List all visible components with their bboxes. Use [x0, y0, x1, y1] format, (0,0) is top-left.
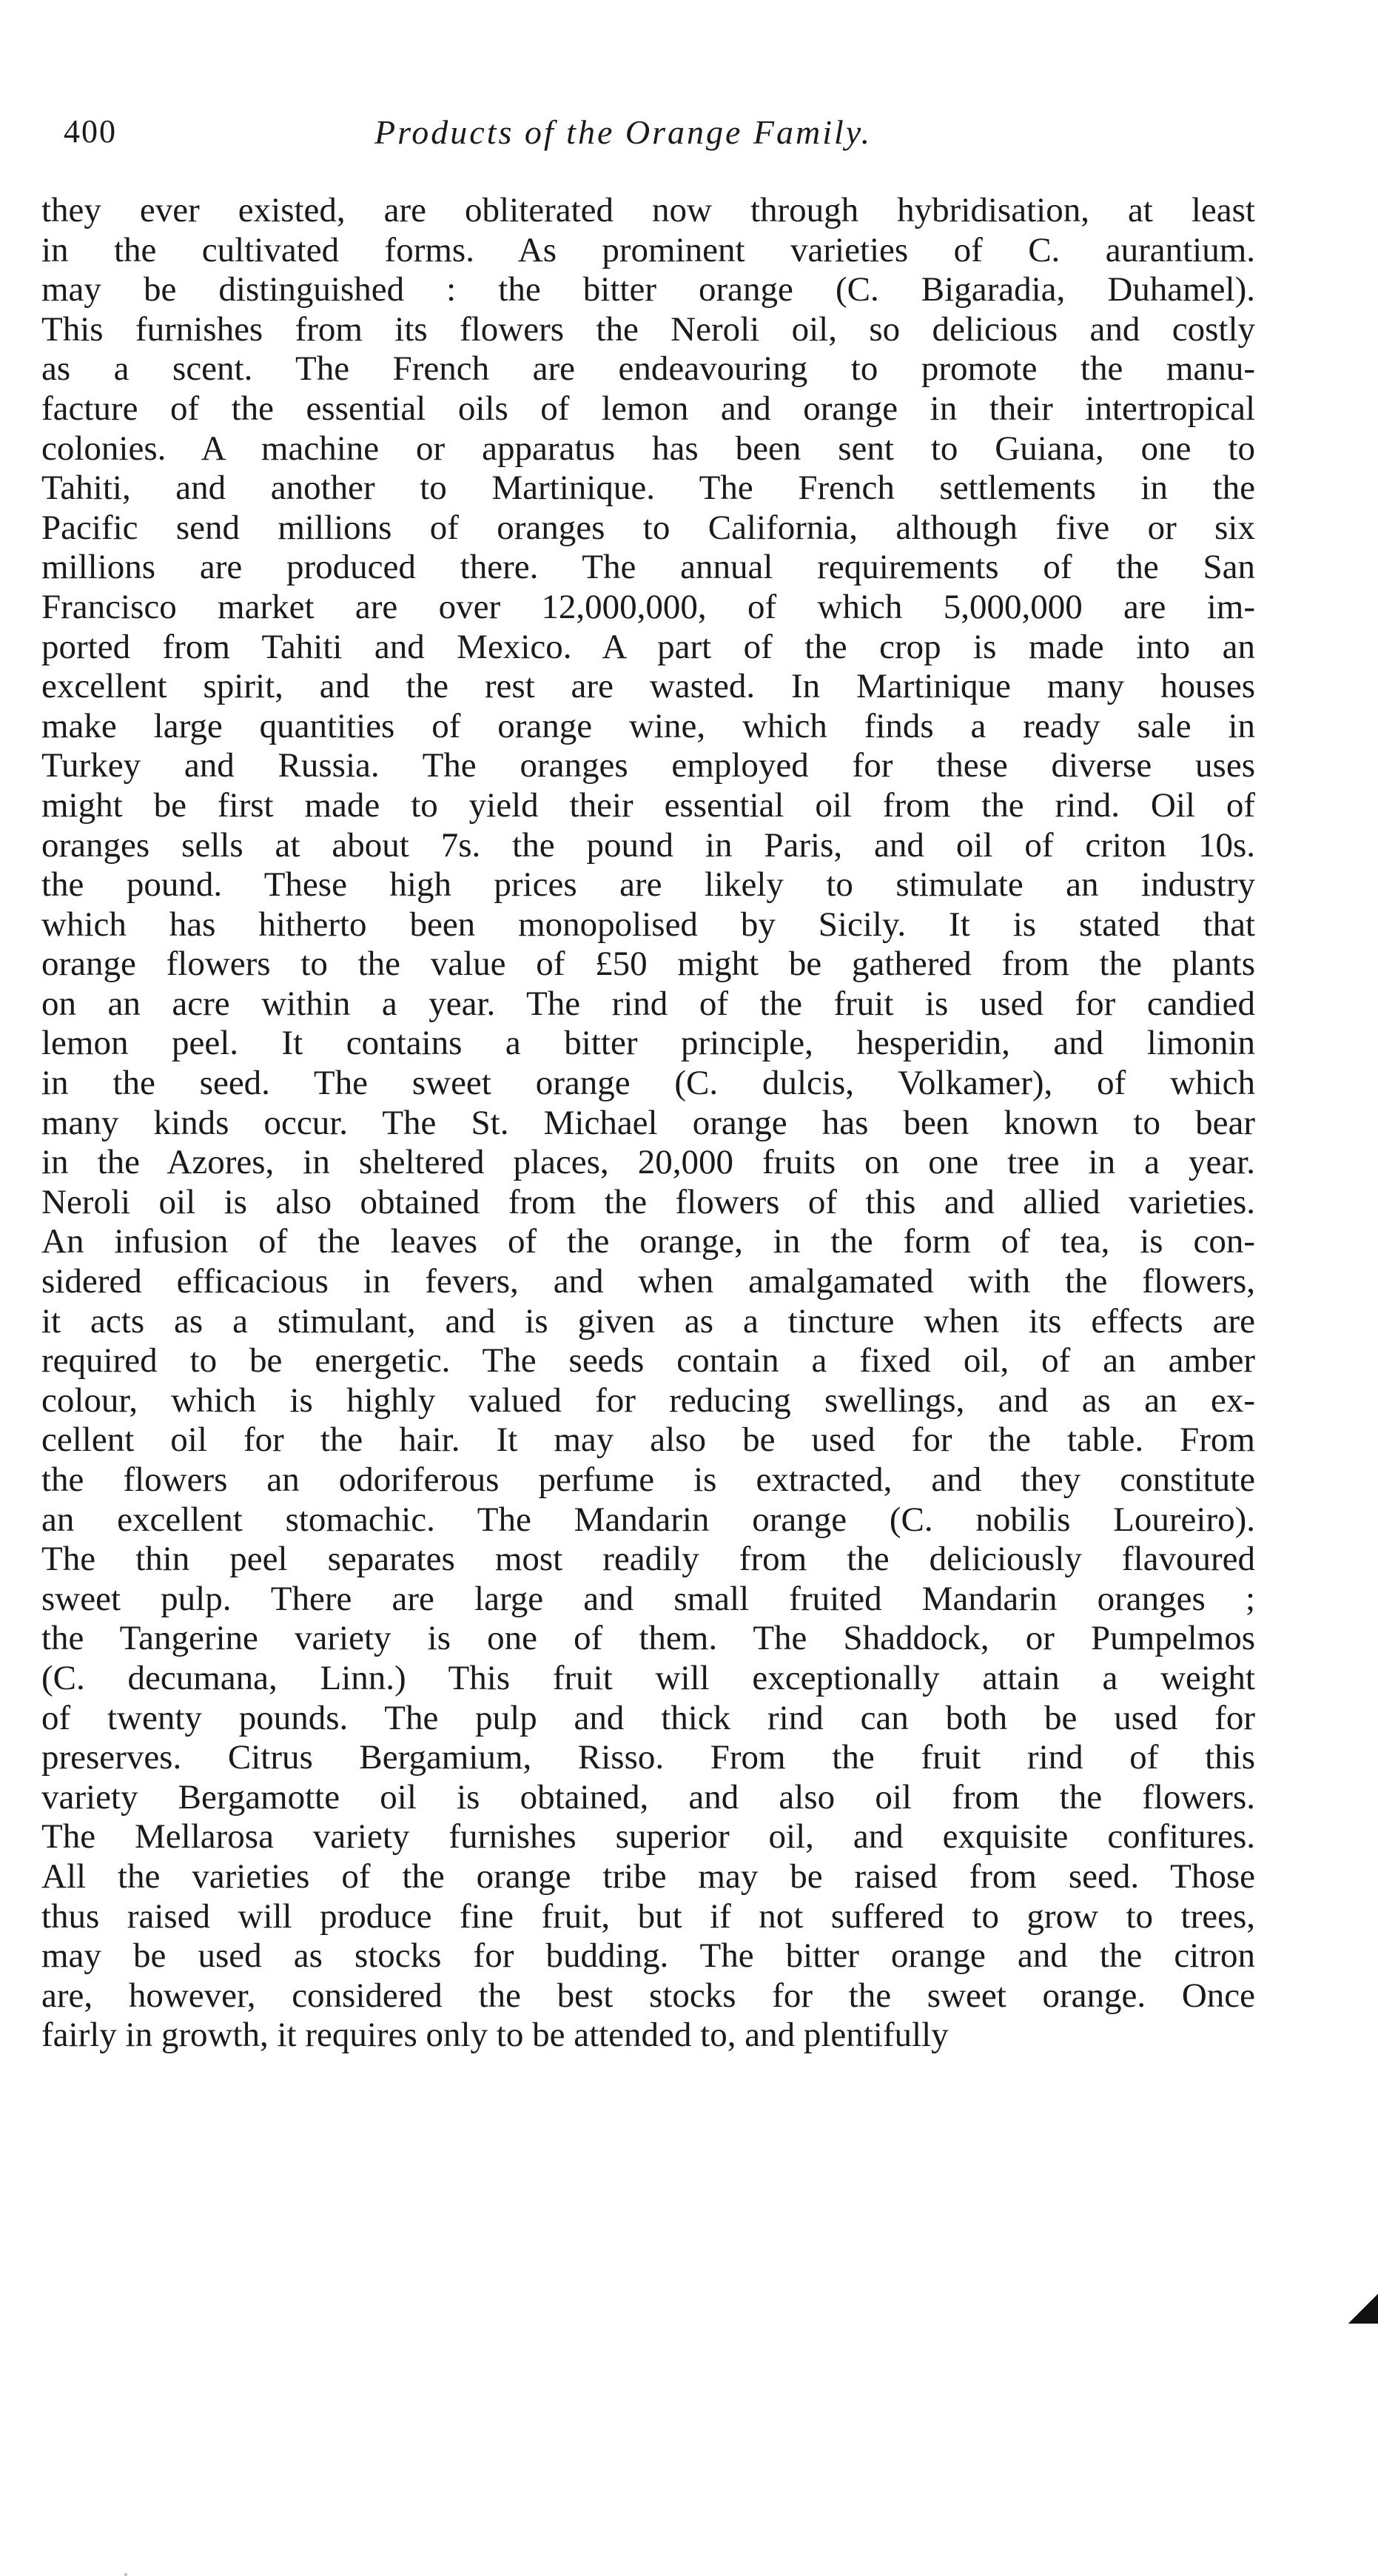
text-line: Francisco market are over 12,000,000, of which 5,000,000 are im- [41, 587, 1255, 626]
text-line: the flowers an odoriferous perfume is extracted, and they constitute [41, 1460, 1255, 1499]
text-line: Tahiti, and another to Martinique. The French settlements in the [41, 469, 1255, 508]
text-line: This furnishes from its flowers the Neroli oil, so delicious and costly [41, 309, 1255, 349]
text-line: oranges sells at about 7s. the pound in Paris, and oil of criton 10s. [41, 825, 1255, 865]
text-line: An infusion of the leaves of the orange, in the form of tea, is con- [41, 1222, 1255, 1261]
text-line: of twenty pounds. The pulp and thick rind can both be used for [41, 1698, 1255, 1737]
page-corner-shadow [1348, 2294, 1378, 2324]
text-line: in the seed. The sweet orange (C. dulcis, Volkamer), of which [41, 1064, 1255, 1103]
text-line: Neroli oil is also obtained from the flowers of this and allied varieties. [41, 1182, 1255, 1221]
text-line: colour, which is highly valued for reducing swellings, and as an ex- [41, 1381, 1255, 1420]
page-header [64, 113, 1248, 164]
text-line: it acts as a stimulant, and is given as a tincture when its effects are [41, 1301, 1255, 1341]
text-line: in the Azores, in sheltered places, 20,000 fruits on one tree in a year. [41, 1143, 1255, 1182]
text-line: they ever existed, are obliterated now through hybridisation, at least [41, 191, 1255, 229]
text-line: The Mellarosa variety furnishes superior oil, and exquisite confitures. [41, 1817, 1255, 1856]
text-line: the pound. These high prices are likely to stimulate an industry [41, 865, 1255, 905]
text-line: Turkey and Russia. The oranges employed for these diverse uses [41, 746, 1255, 785]
text-line: the Tangerine variety is one of them. The Shaddock, or Pumpelmos [41, 1619, 1255, 1658]
text-line: make large quantities of orange wine, which finds a ready sale in [41, 706, 1255, 745]
text-line: fairly in growth, it requires only to be attended to, and plentifully [41, 2016, 949, 2055]
text-line: might be first made to yield their essential oil from the rind. Oil of [41, 785, 1255, 825]
text-line: preserves. Citrus Bergamium, Risso. From the fruit rind of this [41, 1738, 1255, 1777]
paper-fleck [124, 2573, 127, 2576]
text-line: millions are produced there. The annual requirements of the San [41, 548, 1255, 587]
text-line: cellent oil for the hair. It may also be used for the table. From [41, 1421, 1255, 1460]
text-line: sidered efficacious in fevers, and when amalgamated with the flowers, [41, 1262, 1255, 1301]
text-line: may be used as stocks for budding. The bitter orange and the citron [41, 1936, 1255, 1976]
body-text [41, 191, 1255, 2056]
text-line: thus raised will produce fine fruit, but if not suffered to grow to trees, [41, 1896, 1255, 1936]
text-line: an excellent stomachic. The Mandarin orange (C. nobilis Loureiro). [41, 1500, 1255, 1539]
text-line: excellent spirit, and the rest are wasted. In Martinique many houses [41, 667, 1255, 706]
text-line: on an acre within a year. The rind of the fruit is used for candied [41, 984, 1255, 1023]
text-line: as a scent. The French are endeavouring to promote the manu- [41, 349, 1255, 389]
text-line: sweet pulp. There are large and small fruited Mandarin oranges ; [41, 1579, 1255, 1618]
text-line: ported from Tahiti and Mexico. A part of the crop is made into an [41, 627, 1255, 666]
text-line: many kinds occur. The St. Michael orange has been known to bear [41, 1103, 1255, 1142]
text-line: The thin peel separates most readily from the deliciously flavoured [41, 1540, 1255, 1579]
text-line: lemon peel. It contains a bitter principle, hesperidin, and limonin [41, 1024, 1255, 1063]
running-head: Products of the Orange Family. [374, 113, 873, 151]
text-line: colonies. A machine or apparatus has been sent to Guiana, one to [41, 429, 1255, 468]
text-line: are, however, considered the best stocks for the sweet orange. Once [41, 1976, 1255, 2015]
text-line: in the cultivated forms. As prominent varieties of C. aurantium. [41, 230, 1255, 269]
text-line: All the varieties of the orange tribe may be raised from seed. Those [41, 1856, 1255, 1896]
text-line: (C. decumana, Linn.) This fruit will exceptionally attain a weight [41, 1658, 1255, 1697]
page-number: 400 [64, 113, 117, 150]
text-line: variety Bergamotte oil is obtained, and also oil from the flowers. [41, 1777, 1255, 1817]
text-line: may be distinguished : the bitter orange (C. Bigaradia, Duhamel). [41, 270, 1255, 309]
text-line: required to be energetic. The seeds contain a fixed oil, of an amber [41, 1341, 1255, 1381]
text-line: Pacific send millions of oranges to California, although five or six [41, 508, 1255, 547]
text-line: orange flowers to the value of £50 might be gathered from the plants [41, 945, 1255, 984]
text-line: which has hitherto been monopolised by Sicily. It is stated that [41, 905, 1255, 944]
text-line: facture of the essential oils of lemon and orange in their intertropical [41, 389, 1255, 428]
